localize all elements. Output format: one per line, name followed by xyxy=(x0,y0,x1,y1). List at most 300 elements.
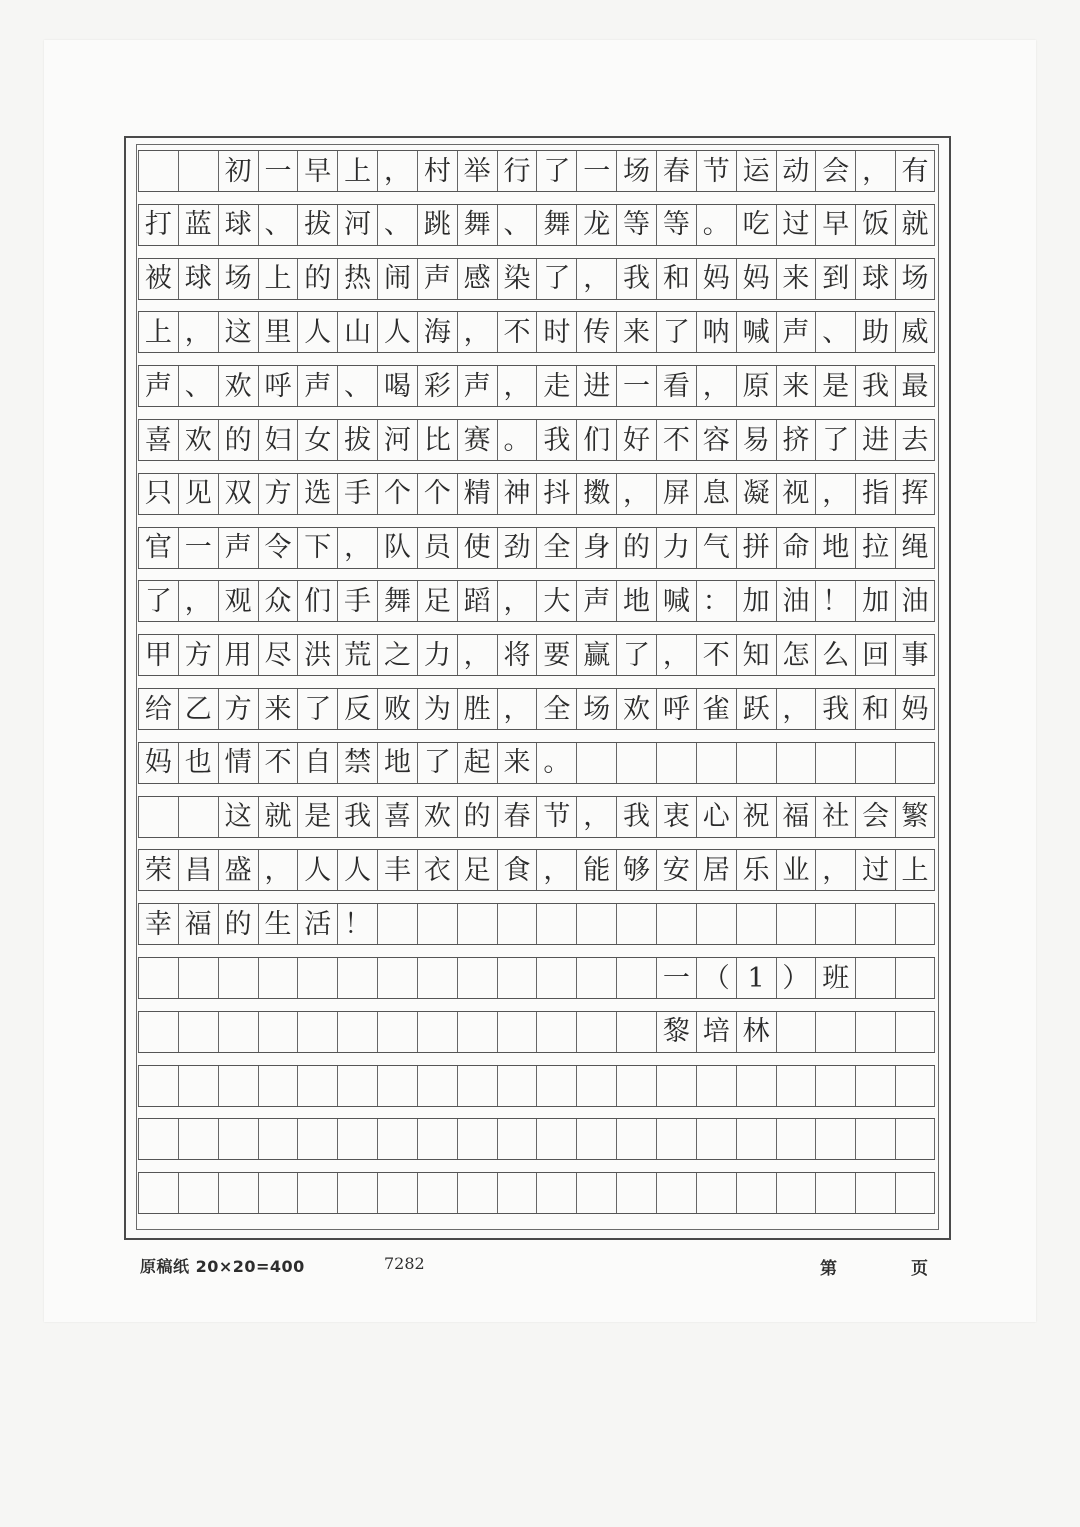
grid-cell: 喊 xyxy=(736,312,776,352)
grid-cell xyxy=(855,743,895,783)
grid-cell xyxy=(855,904,895,944)
grid-cell: 舞 xyxy=(377,581,417,621)
grid-cell: 赛 xyxy=(457,420,497,460)
grid-cell: 足 xyxy=(417,581,457,621)
grid-cell: 春 xyxy=(497,797,537,837)
page-number-label xyxy=(820,1254,928,1279)
grid-cell: 进 xyxy=(855,420,895,460)
grid-cell: 令 xyxy=(258,528,298,568)
grid-cell: 蓝 xyxy=(178,205,218,245)
grid-cell: ， xyxy=(497,366,537,406)
grid-cell: 被 xyxy=(138,259,178,299)
grid-cell xyxy=(855,1066,895,1106)
grid-cell xyxy=(536,1119,576,1159)
grid-row xyxy=(138,742,935,784)
grid-cell xyxy=(815,1066,855,1106)
grid-cell: 上 xyxy=(138,312,178,352)
grid-cell xyxy=(616,958,656,998)
grid-cell: 也 xyxy=(178,743,218,783)
grid-cell: 声 xyxy=(138,366,178,406)
grid-cell: 了 xyxy=(138,581,178,621)
grid-cell: 看 xyxy=(656,366,696,406)
grid-cell: 上 xyxy=(258,259,298,299)
grid-cell xyxy=(736,743,776,783)
grid-cell: 了 xyxy=(417,743,457,783)
grid-cell: 黎 xyxy=(656,1012,696,1052)
grid-cell: 的 xyxy=(218,904,258,944)
grid-cell: 春 xyxy=(656,151,696,191)
grid-cell: 河 xyxy=(377,420,417,460)
grid-cell xyxy=(337,1012,377,1052)
grid-cell xyxy=(417,1119,457,1159)
grid-cell: ， xyxy=(178,312,218,352)
grid-cell: 闹 xyxy=(377,259,417,299)
grid-cell: 之 xyxy=(377,635,417,675)
grid-cell xyxy=(417,1012,457,1052)
grid-cell: 足 xyxy=(457,850,497,890)
grid-cell: 息 xyxy=(696,474,736,514)
grid-cell: 原 xyxy=(736,366,776,406)
grid-cell: 拔 xyxy=(297,205,337,245)
grid-cell: 力 xyxy=(417,635,457,675)
page-prefix: 第 xyxy=(820,1259,837,1279)
grid-cell: 油 xyxy=(776,581,816,621)
grid-cell: 力 xyxy=(656,528,696,568)
grid-cell xyxy=(576,904,616,944)
grid-cell: ， xyxy=(457,312,497,352)
grid-cell: 只 xyxy=(138,474,178,514)
grid-cell: 呐 xyxy=(696,312,736,352)
grid-cell xyxy=(337,1173,377,1213)
grid-cell: 大 xyxy=(536,581,576,621)
grid-cell xyxy=(178,958,218,998)
grid-cell: 加 xyxy=(736,581,776,621)
grid-cell: 够 xyxy=(616,850,656,890)
grid-cell: 乐 xyxy=(736,850,776,890)
grid-cell xyxy=(178,1066,218,1106)
grid-cell xyxy=(656,904,696,944)
grid-cell: 来 xyxy=(776,259,816,299)
grid-cell: 班 xyxy=(815,958,855,998)
grid-cell: 。 xyxy=(696,205,736,245)
grid-cell: 场 xyxy=(895,259,935,299)
grid-cell: 等 xyxy=(656,205,696,245)
grid-cell xyxy=(497,1173,537,1213)
grid-cell: ！ xyxy=(337,904,377,944)
grid-cell: 为 xyxy=(417,689,457,729)
grid-cell: 我 xyxy=(616,259,656,299)
grid-cell xyxy=(258,1119,298,1159)
grid-cell: 我 xyxy=(855,366,895,406)
grid-cell: 能 xyxy=(576,850,616,890)
grid-cell xyxy=(895,743,935,783)
grid-cell: 会 xyxy=(855,797,895,837)
grid-cell xyxy=(138,958,178,998)
grid-cell xyxy=(297,1012,337,1052)
grid-cell: 这 xyxy=(218,797,258,837)
grid-cell: 易 xyxy=(736,420,776,460)
grid-cell: ， xyxy=(855,151,895,191)
grid-cell: 声 xyxy=(457,366,497,406)
grid-cell: 初 xyxy=(218,151,258,191)
grid-cell: 和 xyxy=(855,689,895,729)
grid-cell xyxy=(377,958,417,998)
grid-cell xyxy=(696,1119,736,1159)
grid-cell: 早 xyxy=(815,205,855,245)
grid-cell: 人 xyxy=(337,850,377,890)
grid-cell: 热 xyxy=(337,259,377,299)
grid-cell xyxy=(178,1012,218,1052)
grid-cell xyxy=(138,1066,178,1106)
grid-row xyxy=(138,903,935,945)
grid-cell xyxy=(776,1066,816,1106)
grid-cell: ！ xyxy=(815,581,855,621)
grid-cell: 心 xyxy=(696,797,736,837)
grid-cell xyxy=(377,1173,417,1213)
grid-cell: 气 xyxy=(696,528,736,568)
grid-cell xyxy=(457,1012,497,1052)
grid-cell: 山 xyxy=(337,312,377,352)
grid-cell: 时 xyxy=(536,312,576,352)
grid-cell: 官 xyxy=(138,528,178,568)
grid-cell xyxy=(218,1173,258,1213)
grid-cell xyxy=(696,1173,736,1213)
grid-cell: 选 xyxy=(297,474,337,514)
grid-cell: 盛 xyxy=(218,850,258,890)
grid-row xyxy=(138,688,935,730)
grid-cell: 龙 xyxy=(576,205,616,245)
grid-cell: 运 xyxy=(736,151,776,191)
grid-cell: 威 xyxy=(895,312,935,352)
grid-cell: 繁 xyxy=(895,797,935,837)
grid-cell: 一 xyxy=(616,366,656,406)
grid-cell: 地 xyxy=(616,581,656,621)
grid-cell: 欢 xyxy=(178,420,218,460)
grid-cell: 舞 xyxy=(536,205,576,245)
grid-cell: 见 xyxy=(178,474,218,514)
grid-cell xyxy=(457,904,497,944)
grid-cell xyxy=(138,1012,178,1052)
grid-row xyxy=(138,365,935,407)
grid-cell: 上 xyxy=(337,151,377,191)
grid-row xyxy=(138,1011,935,1053)
grid-cell: 我 xyxy=(536,420,576,460)
grid-cell: 挥 xyxy=(895,474,935,514)
grid-cell: 们 xyxy=(576,420,616,460)
grid-cell xyxy=(696,743,736,783)
grid-cell xyxy=(457,1066,497,1106)
grid-cell: 绳 xyxy=(895,528,935,568)
grid-cell: 拼 xyxy=(736,528,776,568)
grid-cell: 手 xyxy=(337,474,377,514)
grid-cell: 了 xyxy=(616,635,656,675)
grid-cell xyxy=(377,1066,417,1106)
grid-cell: ， xyxy=(457,635,497,675)
grid-cell: 上 xyxy=(895,850,935,890)
grid-cell: 油 xyxy=(895,581,935,621)
grid-cell: 情 xyxy=(218,743,258,783)
grid-cell: 人 xyxy=(377,312,417,352)
grid-row xyxy=(138,580,935,622)
grid-cell: 自 xyxy=(297,743,337,783)
grid-cell: 使 xyxy=(457,528,497,568)
grid-row xyxy=(138,849,935,891)
grid-cell xyxy=(377,1119,417,1159)
grid-cell xyxy=(497,1066,537,1106)
grid-cell: ， xyxy=(178,581,218,621)
grid-cell: 呼 xyxy=(258,366,298,406)
grid-cell: ， xyxy=(258,850,298,890)
grid-cell: 妈 xyxy=(895,689,935,729)
grid-cell: 起 xyxy=(457,743,497,783)
grid-cell: 跃 xyxy=(736,689,776,729)
grid-cell: 海 xyxy=(417,312,457,352)
grid-cell: 挤 xyxy=(776,420,816,460)
grid-cell: 、 xyxy=(497,205,537,245)
grid-cell xyxy=(218,1012,258,1052)
grid-row xyxy=(138,473,935,515)
grid-cell: 吃 xyxy=(736,205,776,245)
grid-cell: 下 xyxy=(297,528,337,568)
grid-cell xyxy=(417,904,457,944)
grid-cell: 活 xyxy=(297,904,337,944)
grid-cell xyxy=(616,1119,656,1159)
grid-cell xyxy=(417,958,457,998)
grid-cell: 跳 xyxy=(417,205,457,245)
grid-cell xyxy=(696,1066,736,1106)
grid-cell: 人 xyxy=(297,850,337,890)
grid-cell xyxy=(178,1119,218,1159)
grid-cell: 雀 xyxy=(696,689,736,729)
grid-cell xyxy=(776,1119,816,1159)
grid-cell: 一 xyxy=(656,958,696,998)
grid-cell xyxy=(576,958,616,998)
grid-cell: 、 xyxy=(258,205,298,245)
grid-cell xyxy=(576,1119,616,1159)
grid-cell xyxy=(218,958,258,998)
grid-cell xyxy=(616,1012,656,1052)
grid-cell xyxy=(536,1173,576,1213)
grid-cell xyxy=(576,743,616,783)
grid-cell: 败 xyxy=(377,689,417,729)
grid-cell xyxy=(138,797,178,837)
grid-cell: 妈 xyxy=(736,259,776,299)
grid-cell: 地 xyxy=(815,528,855,568)
grid-cell: 神 xyxy=(497,474,537,514)
grid-cell: 队 xyxy=(377,528,417,568)
grid-cell: 员 xyxy=(417,528,457,568)
grid-cell: 1 xyxy=(736,958,776,998)
grid-cell xyxy=(138,1119,178,1159)
grid-cell xyxy=(457,1119,497,1159)
grid-cell: 全 xyxy=(536,689,576,729)
grid-cell xyxy=(815,1119,855,1159)
grid-cell xyxy=(178,1173,218,1213)
grid-cell: 衣 xyxy=(417,850,457,890)
grid-cell: 荣 xyxy=(138,850,178,890)
grid-cell: 打 xyxy=(138,205,178,245)
grid-cell: 回 xyxy=(855,635,895,675)
grid-cell: 培 xyxy=(696,1012,736,1052)
grid-cell xyxy=(258,958,298,998)
grid-cell: 节 xyxy=(536,797,576,837)
grid-cell: 了 xyxy=(656,312,696,352)
grid-cell: 甲 xyxy=(138,635,178,675)
grid-cell: 不 xyxy=(656,420,696,460)
grid-cell: 村 xyxy=(417,151,457,191)
grid-cell: 昌 xyxy=(178,850,218,890)
grid-row xyxy=(138,527,935,569)
grid-cell: 福 xyxy=(776,797,816,837)
grid-cell xyxy=(895,1119,935,1159)
grid-cell: 是 xyxy=(815,366,855,406)
grid-cell: 怎 xyxy=(776,635,816,675)
grid-cell: 等 xyxy=(616,205,656,245)
grid-cell: ， xyxy=(815,850,855,890)
grid-cell: 福 xyxy=(178,904,218,944)
grid-row xyxy=(138,419,935,461)
grid-cell: ， xyxy=(497,689,537,729)
grid-cell: ， xyxy=(337,528,377,568)
grid-cell: 动 xyxy=(776,151,816,191)
grid-cell: 我 xyxy=(815,689,855,729)
grid-cell: 。 xyxy=(536,743,576,783)
grid-cell xyxy=(736,904,776,944)
grid-cell: 地 xyxy=(377,743,417,783)
grid-cell: 举 xyxy=(457,151,497,191)
grid-cell xyxy=(218,1119,258,1159)
grid-cell: 球 xyxy=(178,259,218,299)
grid-cell: 妈 xyxy=(138,743,178,783)
grid-cell: 反 xyxy=(337,689,377,729)
grid-cell xyxy=(536,1066,576,1106)
grid-cell: 就 xyxy=(895,205,935,245)
grid-cell: 节 xyxy=(696,151,736,191)
grid-cell: 有 xyxy=(895,151,935,191)
grid-cell: 的 xyxy=(218,420,258,460)
grid-cell xyxy=(497,1012,537,1052)
grid-cell: 喊 xyxy=(656,581,696,621)
grid-cell: 到 xyxy=(815,259,855,299)
grid-cell: 胜 xyxy=(457,689,497,729)
grid-cell: 劲 xyxy=(497,528,537,568)
grid-row xyxy=(138,1065,935,1107)
grid-cell xyxy=(258,1173,298,1213)
grid-cell: 助 xyxy=(855,312,895,352)
grid-cell: 赢 xyxy=(576,635,616,675)
grid-cell xyxy=(337,958,377,998)
grid-row xyxy=(138,150,935,192)
grid-cell: ， xyxy=(536,850,576,890)
grid-cell xyxy=(258,1066,298,1106)
grid-cell: ， xyxy=(576,259,616,299)
grid-cell: 命 xyxy=(776,528,816,568)
grid-cell: 、 xyxy=(337,366,377,406)
grid-cell: 幸 xyxy=(138,904,178,944)
grid-cell xyxy=(616,1066,656,1106)
grid-cell xyxy=(497,958,537,998)
grid-cell: 方 xyxy=(178,635,218,675)
grid-cell xyxy=(576,1012,616,1052)
grid-cell: 个 xyxy=(417,474,457,514)
grid-cell: 舞 xyxy=(457,205,497,245)
grid-cell: 、 xyxy=(815,312,855,352)
grid-cell: 传 xyxy=(576,312,616,352)
grid-cell: ， xyxy=(497,581,537,621)
grid-cell: 感 xyxy=(457,259,497,299)
grid-cell: 林 xyxy=(736,1012,776,1052)
grid-cell: 事 xyxy=(895,635,935,675)
grid-cell: 屏 xyxy=(656,474,696,514)
grid-cell: 居 xyxy=(696,850,736,890)
grid-cell: 要 xyxy=(536,635,576,675)
grid-cell: 比 xyxy=(417,420,457,460)
grid-cell xyxy=(855,958,895,998)
grid-cell: 指 xyxy=(855,474,895,514)
grid-cell: 的 xyxy=(457,797,497,837)
grid-cell: 么 xyxy=(815,635,855,675)
grid-cell: 行 xyxy=(497,151,537,191)
grid-cell xyxy=(616,743,656,783)
grid-row xyxy=(138,204,935,246)
grid-cell: 荒 xyxy=(337,635,377,675)
grid-cell: 一 xyxy=(258,151,298,191)
manuscript-grid xyxy=(138,150,935,1226)
grid-cell: 了 xyxy=(536,259,576,299)
grid-cell: 声 xyxy=(776,312,816,352)
grid-cell xyxy=(616,904,656,944)
grid-cell: 场 xyxy=(576,689,616,729)
grid-cell xyxy=(178,797,218,837)
grid-cell: 们 xyxy=(297,581,337,621)
grid-cell: 拉 xyxy=(855,528,895,568)
grid-cell: 众 xyxy=(258,581,298,621)
grid-cell: 就 xyxy=(258,797,298,837)
grid-cell: 不 xyxy=(497,312,537,352)
grid-cell: 观 xyxy=(218,581,258,621)
grid-cell: 女 xyxy=(297,420,337,460)
grid-cell: 凝 xyxy=(736,474,776,514)
grid-cell: 尽 xyxy=(258,635,298,675)
grid-cell xyxy=(855,1119,895,1159)
grid-cell xyxy=(337,1066,377,1106)
grid-cell: 容 xyxy=(696,420,736,460)
grid-cell: 安 xyxy=(656,850,696,890)
grid-cell: 的 xyxy=(297,259,337,299)
grid-cell: 最 xyxy=(895,366,935,406)
grid-cell: 声 xyxy=(576,581,616,621)
grid-cell: ， xyxy=(576,797,616,837)
grid-cell xyxy=(497,1119,537,1159)
grid-cell xyxy=(815,904,855,944)
grid-cell: 加 xyxy=(855,581,895,621)
grid-cell xyxy=(497,904,537,944)
grid-cell: 声 xyxy=(297,366,337,406)
grid-cell xyxy=(138,1173,178,1213)
grid-cell xyxy=(776,904,816,944)
grid-cell: 彩 xyxy=(417,366,457,406)
grid-cell: 喜 xyxy=(138,420,178,460)
grid-cell xyxy=(536,904,576,944)
grid-cell: 禁 xyxy=(337,743,377,783)
grid-cell: 来 xyxy=(258,689,298,729)
grid-cell: 好 xyxy=(616,420,656,460)
grid-cell: ， xyxy=(377,151,417,191)
grid-cell: 给 xyxy=(138,689,178,729)
grid-cell: 精 xyxy=(457,474,497,514)
grid-row xyxy=(138,1118,935,1160)
grid-cell xyxy=(895,1173,935,1213)
